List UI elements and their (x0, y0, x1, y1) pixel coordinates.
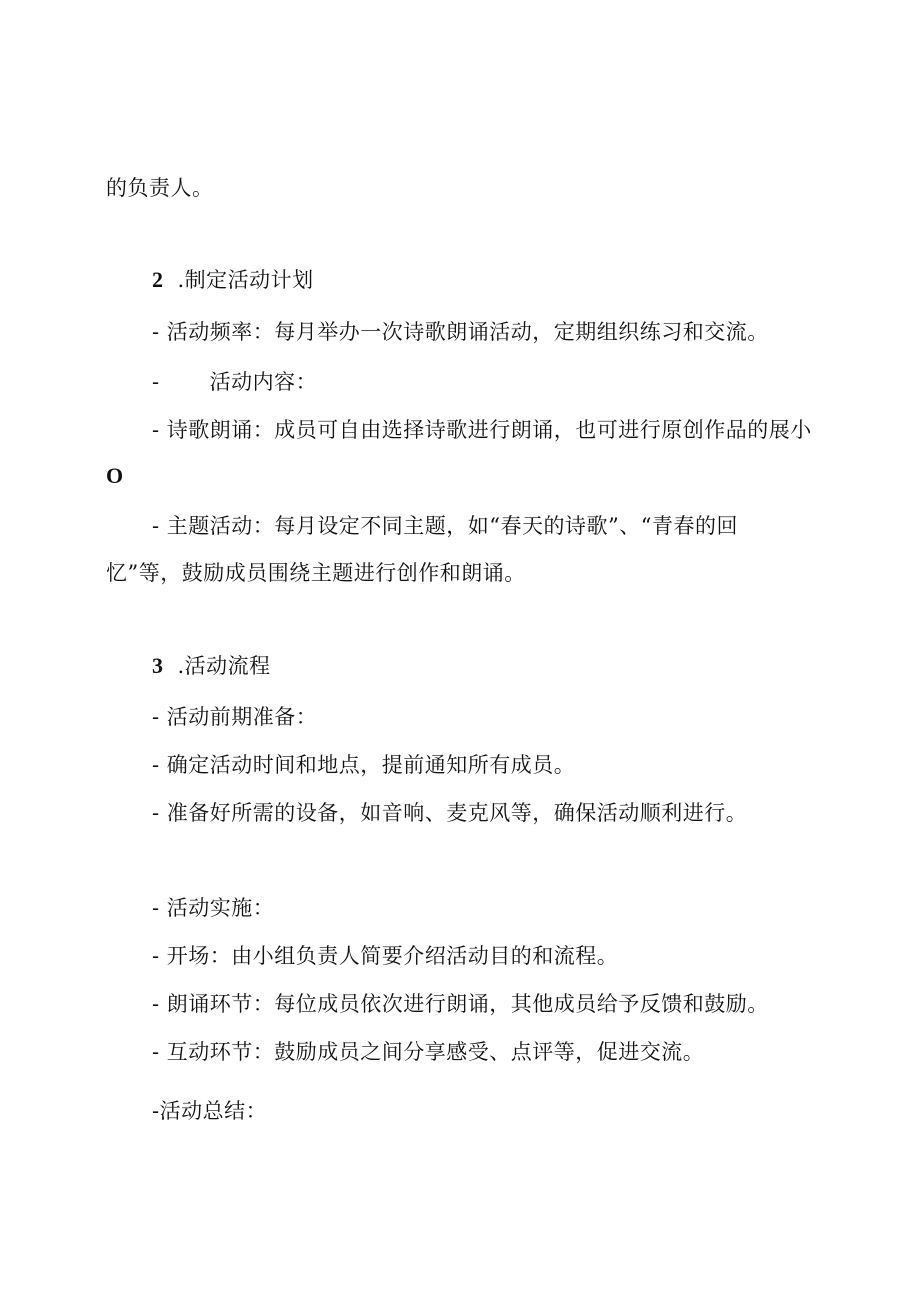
list-item: - 互动环节：鼓励成员之间分享感受、点评等，促进交流。 (152, 1040, 705, 1064)
list-item: - 活动实施： (152, 896, 275, 920)
list-item-continuation: 忆”等，鼓励成员围绕主题进行创作和朗诵。 (106, 561, 526, 585)
section-heading-3 (152, 652, 271, 680)
list-item: - 朗诵环节：每位成员依次进行朗诵，其他成员给予反馈和鼓励。 (152, 992, 769, 1016)
list-item: - 诗歌朗诵：成员可自由选择诗歌进行朗诵，也可进行原创作品的展小 (152, 418, 812, 442)
section-heading-2 (152, 266, 314, 294)
section-number: 3 (152, 653, 164, 678)
paragraph-continuation: 的负责人。 (106, 176, 214, 200)
line-wrap-glyph: O (106, 463, 124, 488)
list-item: - 准备好所需的设备，如音响、麦克风等，确保活动顺利进行。 (152, 801, 748, 825)
section-title: .活动流程 (177, 654, 271, 678)
list-item: - 开场：由小组负责人简要介绍活动目的和流程。 (152, 944, 619, 968)
list-item: - 主题活动：每月设定不同主题，如“春天的诗歌”、“青春的回 (152, 514, 738, 538)
list-item: - 确定活动时间和地点，提前通知所有成员。 (152, 753, 576, 777)
list-item: - 活动内容： (152, 370, 318, 394)
section-number: 2 (152, 267, 164, 292)
section-title: .制定活动计划 (177, 268, 314, 292)
list-item: - 活动频率：每月举办一次诗歌朗诵活动，定期组织练习和交流。 (152, 320, 769, 344)
list-item: -活动总结： (152, 1099, 268, 1123)
list-dash: - (152, 370, 160, 394)
list-item: - 活动前期准备： (152, 705, 318, 729)
